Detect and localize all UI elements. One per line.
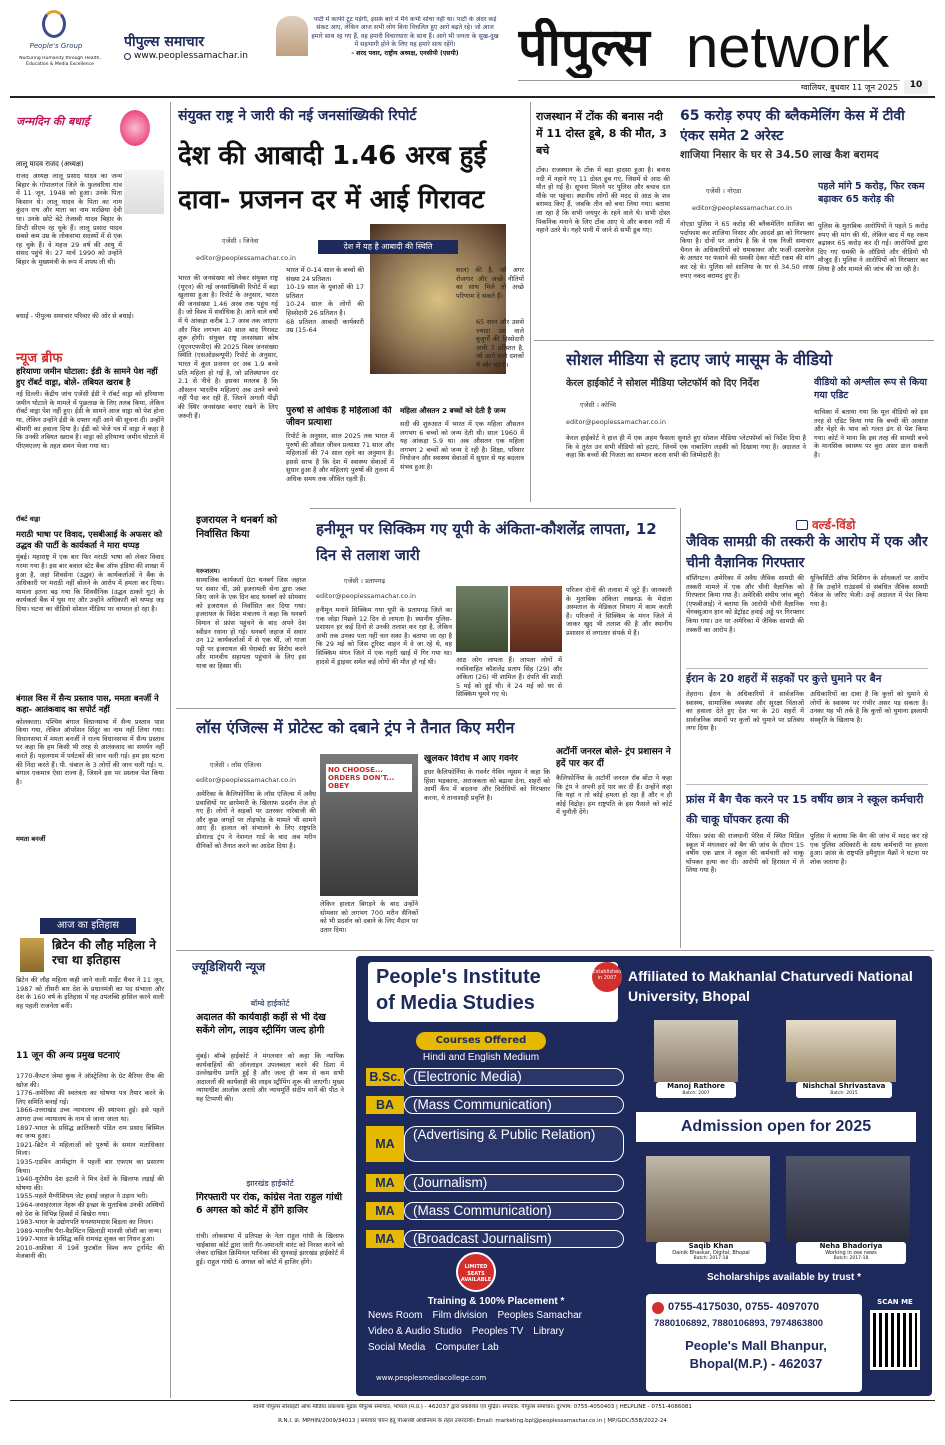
quote-text: पार्टी में काफी टूट पड़ेगी, इसके बारे में मैंने कभी सोचा नहीं था। पार्टी के अंदर कई संकट आए, लेकिन आज सभी लोग बिना विचलित हुए आगे बढ़ते रहे। जो आज हमारे साथ रह गए हैं, वह हमारी विचारधारा के साथ हैं। आगे भी जनता के सुख-दुख में सहभागी होने के लिए यह हमारे साथ रहेंगे। [311,16,499,49]
history-body: ब्रिटेन की लौह महिला कही जाने वाली मार्ग्रेट थैचर ने 11 जून, 1987 को तीसरी बार देश के प्रधानमंत्री का पद संभाला और देश के 160 वर्ष के इतिहास में यह उपलब्धि हासिल करने वाली वह पहली राजनेता बनीं। [16,976,164,1010]
lead-body: भारत की जनसंख्या को लेकर संयुक्त राष्ट्र (यूएन) की नई जनसांख्यिकी रिपोर्ट में बड़ा खुलासा हुआ है। रिपोर्ट के अनुसार, भारत की जनसंख्या 1.46 अरब तक पहुंच गई है। जो विश्व में सर्वाधिक है। आने वाले वर्षों में ये आंकड़ा करीब 1.7 अरब तक जाएगा और फिर लगभग 40 साल बाद गिरावट शुरू होगी। संयुक्त राष्ट्र जनसंख्या कोष (यूएनएफपीए) की 2025 विश्व जनसंख्या स्थिति (एसओडब्ल्यूपी) रिपोर्ट के अनुसार, भारत में कुल प्रजनन दर अब 1.9 बच्चे प्रति महिला हो गई है, जो प्रतिस्थापन दर 2.1 से नीचे है। इसका मतलब है कि औसतन भारतीय महिलाएं अब उतने बच्चे नहीं पैदा कर रही हैं, जितने अगली पीढ़ी की स्थिर जनसंख्या बनाए रखने के लिए जरूरी हैं। [178,274,278,420]
social-byline: एजेंसी । कोच्चि [580,401,617,409]
alumni-name: Neha Bhadoriya [819,1242,883,1250]
judiciary-h2: गिरफ्तारी पर रोक, कांग्रेस नेता राहुल गांधी 6 अगस्त को कोर्ट में होंगे हाजिर [196,1192,343,1216]
blackmail-body: नोएडा पुलिस ने 65 करोड़ की ब्लैकमेलिंग साजिश का पर्दाफाश कर शाजिया निसार और आदर्श झा को गिरफ्तार किया है। दोनों पर आरोप है कि वे एक निजी समाचार चैनल के अधिकारियों को धमकाकर और फर्जी दस्तावेज के आधार पर फंसाने की धमकी देकर मोटी रकम की मांग कर रहे थे। पुलिस को शाजिया के घर से 34.50 लाख रुपए नकद बरामद हुए हैं। [680,220,814,280]
couple-photo-1 [456,586,508,652]
ad-peoples-institute[interactable] [356,956,932,1396]
blackmail-side-body: पुलिस के मुताबिक आरोपियों ने पहले 5 करोड़ रुपए की मांग की थी, लेकिन बाद में यह रकम बढ़ाकर 65 करोड़ कर दी गई। आरोपियों द्वारा दिए गए धमकी के ऑडियो और वीडियो भी मौजूद हैं। पुलिस ने आरोपियों को गिरफ्तार कर लिया है और मामले की जांच की जा रही है। [818,222,928,273]
brief-2-headline: मराठी भाषा पर विवाद, एसबीआई के अफसर को उद्धव की पार्टी के कार्यकर्ता ने मारा थप्पड़ [16,529,163,550]
alumni-batch: Batch: 2015 [830,1091,858,1096]
social-side: वीडियो को अश्लील रूप से किया गया एडिट [814,377,927,401]
footer-line-2: R.N.I. क्र. MPHIN/2009/34013 | समाचार चयन हेतु पीआरबी अधिनियम के तहत उत्तरदायी। Email: marketing.bpl@peoplessamachar.co.in | MP/GDC/558/2022-24 [278,1418,667,1424]
facility-item: Video & Audio Studio [368,1326,462,1337]
course-tag: MA [366,1174,404,1192]
lead-facts [286,266,364,402]
israel-headline: इजरायल ने थनबर्ग को निर्वासित किया [196,515,278,540]
world-b2b: अधिकारियों का दावा है कि कुत्तों को घुमाने से लोगों के स्वास्थ्य पर गंभीर असर पड़ सकता है। उनका यह भी तर्क है कि कुत्तों को घुमाना इस्लामी संस्कृति के खिलाफ है। [810,690,928,724]
alumni-card [656,1242,766,1264]
page-number: 10 [904,80,928,94]
history-event: 1964-जवाहरलाल नेहरू की इच्छा के मुताबिक उनकी अस्थियों को देश के विभिन्न हिस्सों में बिखेरा गया। [16,1200,164,1218]
history-event: 2010-अफ्रीका में 19वें फुटबॉल विश्व कप टूर्नामेंट की मेजबानी की। [16,1243,164,1261]
brief-3-headline: बंगाल विस में सैन्य प्रस्ताव पास, ममता बनर्जी ने कहा- आतंकवाद का सपोर्ट नहीं [16,693,159,714]
rajasthan-headline: राजस्थान में टोंक की बनास नदी में 11 दोस्त डूबे, 8 की मौत, 3 बचे [536,110,667,157]
blackmail-email: editor@peoplessamachar.co.in [692,204,792,212]
brief-2-body: मुंबई। महाराष्ट्र में एक बार फिर मराठी भाषा को लेकर विवाद गरमा गया है। इस बार बवाल स्टेट बैंक ऑफ इंडिया की शाखा में हुआ है, जहां शिवसेना (उद्धव) के कार्यकर्ताओं ने बैंक के अधिकारी पर मराठी नहीं बोलने के आरोप में हमला कर दिया। मामला इतना बढ़ गया कि शिवसैनिक (उद्धव ठाकरे गुट) के कार्यकर्ता बैंक में घुस गए और उन्होंने अधिकारी को थप्पड़ जड़ दिया। घटना का वीडियो सोशल मीडिया पर वायरल हो रहा है। [16,553,164,613]
facility-item: Social Media [368,1342,426,1353]
lead-fact-cont: साल) की है, जो अगर रोजगार और अच्छे नीतियों का साथ मिले तो अच्छे परिणाम दे सकते हैं। [456,266,524,300]
honeymoon-email: editor@peoplessamachar.co.in [316,592,416,600]
honeymoon-col2: आठ लोग लापता हैं। लापता लोगों में नवविवाहित कौशलेंद्र प्रताप सिंह (29) और अंकिता (26) भी शामिल हैं। दंपति की शादी 5 मई को हुई थी। वे 24 मई को घर से सिक्किम घूमने गए थे। [456,656,562,699]
world-b3b: पुलिस ने बताया कि बैग की जांच में मदद कर रहे एक पुलिस अधिकारी के साथ कर्मचारी पर हमला हुआ। फ्रांस के राष्ट्रपति इमैनुएल मैक्रों ने घटना पर शोक जताया है। [810,832,928,866]
history-event: 1866-उत्तराखंड उच्च न्यायालय की स्थापना हुई। इसे पहले आगरा उच्च न्यायालय के नाम से जाना जाता था। [16,1106,164,1123]
ad-admission: Admission open for 2025 [636,1112,916,1142]
world-h2: ईरान के 20 शहरों में सड़कों पर कुत्ते घुमाने पर बैन [686,673,882,685]
news-brief [16,366,164,910]
gift-icon [120,110,150,146]
facility-item: Computer Lab [435,1342,499,1353]
history-event: 1935-एडविन आर्मस्ट्रांग ने पहली बार एफएम का प्रसारण किया। [16,1157,164,1175]
ad-courses-sub: Hindi and English Medium [422,1052,540,1063]
la-byline: एजेंसी । लॉस एंजिल्स [210,761,262,769]
facility-item: Peoples TV [471,1326,524,1337]
course-tag: MA [366,1230,404,1248]
course-row [366,1202,624,1220]
course-name: (Journalism) [404,1174,624,1192]
judiciary-h1: अदालत की कार्यवाही कहीं से भी देख सकेंगे लोग, लाइव स्ट्रीमिंग जल्द होगी [196,1012,326,1036]
hourglass-icon [20,938,44,972]
title-eng: network [686,20,890,76]
fact-item: भारत में 0-14 साल के बच्चों की संख्या 24 प्रतिशत। [286,266,364,283]
rajasthan-body: टोंक। राजस्थान के टोंक में बड़ा हादसा हुआ है। बनास नदी में नहाने गए 11 दोस्त डूब गए, जिसमें से आठ की मौत हो गई है। सूचना मिलने पर पुलिस और बचाव दल मौके पर पहुंचा। स्थानीय लोगों की मदद से आठ के शव बरामद किए हैं, जबकि तीन को बचा लिया गया। बताया जा रहा है कि सभी जयपुर के रहने वाले थे। सभी दोस्त पिकनिक मनाने के लिए टोंक आए थे और बनास नदी में नहाने उतरे थे। गहरे पानी में जाने से सभी डूब गए। [536,166,670,235]
alumni-card [796,1082,892,1098]
la-body: अमेरिका के कैलिफोर्निया के लॉस एंजिल्स में अवैध प्रवासियों पर छापेमारी के खिलाफ प्रदर्शन तेज हो गए हैं। लोगों ने सड़कों पर उतरकर नारेबाजी की और कुछ जगहों पर तोड़फोड़ के मामले भी सामने आए हैं। हालात को संभालने के लिए राष्ट्रपति डोनाल्ड ट्रंप ने नेशनल गार्ड के बाद अब मरीन सैनिकों को तैनात करने का आदेश दिया है। [196,790,316,850]
fact-item: 68 प्रतिशत आबादी कार्यकारी उम्र (15-64 [286,317,364,335]
birthday-wish: बधाई - पीपुल्स समाचार परिवार की ओर से बधाई। [16,312,134,320]
judiciary-b1: मुंबई। बॉम्बे हाईकोर्ट ने मंगलवार को कहा कि न्यायिक कार्यवाहियों की ऑनलाइन उपलब्धता करने की दिशा में उल्लेखनीय प्रगति हुई है और जल्द ही कम से कम सभी अदालतों की कार्यवाही की लाइव स्ट्रीमिंग शुरू की जाएगी। मुख्य न्यायाधीश आलोक अराधे और न्यायमूर्ति संदीप मार्ने की पीठ ने यह टिप्पणी की। [196,1052,344,1103]
la-col2: लेकिन हालात बिगड़ने के बाद उन्होंने सोमवार को लगभग 700 मरीन सैनिकों को भी प्रदर्शन को दबाने के लिए मैदान पर उतार दिया। [320,900,418,934]
ad-training: Training & 100% Placement * [427,1296,565,1307]
alumni-role: Dainik Bhaskar, Digital, Bhopal [672,1250,750,1256]
history-event: 1983-भारत के उद्योगपति घनश्यामदास बिड़ला का निधन। [16,1218,154,1227]
facility-item: News Room [368,1310,423,1321]
course-row [366,1174,624,1192]
social-headline: सोशल मीडिया से हटाए जाएं मासूम के वीडियो [566,350,833,369]
title-hindi: पीपुल्स [518,19,650,77]
brief-1-headline: हरियाणा जमीन घोटाला: ईडी के सामने पेश नहीं हुए रॉबर्ट वाड्रा, बोले- तबियत खराब है [16,366,158,387]
course-name: (Mass Communication) [404,1096,624,1114]
social-rule [534,340,934,341]
history-label: आज का इतिहास [40,918,136,934]
honeymoon-headline: हनीमून पर सिक्किम गए यूपी के अंकिता-कौशलेंद्र लापता, 12 दिन से तलाश जारी [316,520,657,564]
facility-item: Film division [432,1310,488,1321]
israel-byline: यरूशलम। [196,567,220,575]
peoples-group-logo-icon [42,10,66,38]
sub1-headline: पुरुषों से अधिक है महिलाओं की जीवन प्रत्याशा [286,406,392,428]
course-tag: MA [366,1126,404,1162]
birthday-section [16,104,164,334]
paper-url[interactable]: www.peoplessamachar.in [134,51,248,61]
ad-established: Established in 2007 [592,962,622,992]
facility-item: Peoples Samachar [497,1310,582,1321]
blackmail-side: पहले मांगे 5 करोड़, फिर रकम बढ़ाकर 65 करोड़ की [818,181,925,205]
lead-headline: देश की आबादी 1.46 अरब हुई दावा- प्रजनन दर में आई गिरावट [178,141,487,215]
masthead-rule [518,80,900,81]
honeymoon-body: हनीमून मनाने सिक्किम गया यूपी के प्रतापगढ़ जिले का एक जोड़ा पिछले 12 दिन से लापता है। स्थानीय पुलिस-प्रशासन हर कई दिनों से उनकी तलाश कर रहा है, लेकिन अभी तक उनका पता नहीं चल सका है। बताया जा रहा है कि 29 मई को जिस टूरिस्ट वाहन में वे जा रहे थे, वह सिक्किम मंगन जिले में एक गहरी खाई में गिर गया था। हादसे में ड्राइवर समेत कई लोगों की मौत हो गई थी। [316,606,452,666]
lead-kicker: संयुक्त राष्ट्र ने जारी की नई जनसांख्यिकी रिपोर्ट [178,108,417,124]
blackmail-sub: शाजिया निसार के घर से 34.50 लाख कैश बरामद [680,149,879,161]
lead-fact-item: 65 साल और उससे ज्यादा उम्र वाले बुजुर्गों की हिस्सेदारी अभी 7 प्रतिशत है, जो आने वाले दशकों में और बढ़ेगी। [476,318,524,369]
honeymoon-col3: परिजन दोनों की तलाश में जुटे हैं। जानकारी के मुताबिक अंकिता लखनऊ के मेदांता अस्पताल के मेडिकल विभाग में काम करती हैं। परिजनों ने सिक्किम के मंगन जिले में जाकर खुद भी तलाश की है और स्थानीय प्रशासन से लगातार संपर्क में हैं। [566,586,672,637]
history-event: 1955-पहले मैग्नीशियम जेट हवाई जहाज ने उड़ान भरी। [16,1192,148,1201]
course-name: (Advertising & Public Relation) [404,1126,624,1162]
course-tag: MA [366,1202,404,1220]
sub1-body: रिपोर्ट के अनुसार, साल 2025 तक भारत में पुरुषों की औसत जीवन प्रत्याशा 71 साल और महिलाओं की 74 साल रहने का अनुमान है। इससे साफ है कि देश में स्वास्थ्य सेवाओं में सुधार हुआ है और महिलाएं पुरुषों की तुलना में अधिक समय तक जीवित रहती हैं। [286,432,394,483]
course-tag: B.Sc. [366,1068,404,1086]
ad-address-2: Bhopal(M.P.) - 462037 [689,1356,823,1371]
couple-photo-2 [510,586,562,652]
course-name: (Broadcast Journalism) [404,1230,624,1248]
ad-website[interactable]: www.peoplesmediacollege.com [376,1374,487,1382]
birthday-name: लालू यादव राजद (अध्यक्ष) [16,160,84,168]
brief-3-caption: ममता बनर्जी [16,834,46,843]
fact-item: 10-24 साल के लोगों की हिस्सेदारी 26 प्रतिशत है। [286,300,364,317]
lead-box-title: देश में यह है आबादी की स्थिति [318,240,458,254]
judiciary-label: ज्यूडिशियरी न्यूज [192,960,266,974]
alumni-batch: Batch: 2017-18 [693,1256,729,1261]
birthday-body: राजद अध्यक्ष लालू प्रसाद यादव का जन्म बिहार के गोपालगंज जिले के फुलवरिया गांव में 11 जून, 1948 को हुआ। उनके पिता किसान थे। लालू यादव के पिता का नाम कुंदन राय और माता का नाम मरछिया देवी था। उनके छोटे बेटे तेजस्वी यादव बिहार के डिप्टी सीएम रह चुके हैं। लालू प्रसाद यादव सबसे कम उम्र के लोकसभा सदस्यों में से एक रह चुके हैं। वे महज 29 वर्ष की आयु में संसद पहुंचे थे। 27 मार्च 1990 को उन्होंने बिहार के मुख्यमंत्री के रूप में शपथ ली थी। [16,172,122,266]
birthday-label: जन्मदिन की बधाई [16,115,90,128]
alumni-photo [786,1156,910,1242]
history-event: 1897-भारत के प्रसिद्ध क्रांतिकारी पंडित राम प्रसाद बिस्मिल का जन्म हुआ। [16,1123,164,1141]
alumni-batch: Batch: 2017-18 [833,1256,869,1261]
history-event: 1770-कैप्टन जेम्स कुक ने ऑस्ट्रेलिया के ग्रेट बैरियर रीफ की खोज की। [16,1072,164,1089]
paper-tag: पीपुल्स समाचार [124,34,205,50]
world-b2: तेहरान। ईरान के अधिकारियों ने सार्वजनिक स्वास्थ्य, सामाजिक व्यवस्था और सुरक्षा चिंताओं का हवाला देते हुए देश भर के 20 शहरों में सार्वजनिक स्थानों पर कुत्तों को घुमाने पर प्रतिबंध लगा दिया है। [686,690,804,733]
ad-limited-seats: LIMITED SEATS AVAILABLE [456,1252,496,1292]
world-label: वर्ल्ड-विंडो [812,518,856,532]
protest-photo [320,754,418,896]
quote-author: - शरद पवार, राष्ट्रीय अध्यक्ष, एनसीपी (एसपी) [351,49,459,57]
alumni-name: Saqib Khan [688,1242,734,1250]
course-name: (Electronic Media) [404,1068,624,1086]
world-h3: फ्रांस में बैग चैक करने पर 15 वर्षीय छात्र ने स्कूल कर्मचारी की चाकू घोंपकर हत्या की [686,793,924,826]
alumni-role: Working in zee news [825,1250,877,1256]
brief-1-body: नई दिल्ली। केंद्रीय जांच एजेंसी ईडी ने रॉबर्ट वाड्रा को हरियाणा जमीन घोटाले के मामले में पूछताछ के लिए तलब किया, लेकिन रॉबर्ट वाड्रा पेश नहीं हुए। ईडी के सामने आज वाड्रा को पेश होना था, लेकिन उन्होंने ईडी के दफ्तर नहीं आने की सूचना दी। उन्होंने बीमारी का हवाला दिया है। ईडी को भेजे पत्र में वाड्रा ने कहा है कि उनकी तबियत खराब है। वाड्रा को हरियाणा जमीन घोटाले में पीएमएलए के तहत समन भेजा गया था। [16,390,164,450]
qr-code-icon[interactable] [870,1310,920,1370]
course-row [366,1126,624,1162]
la-attorney-headline: अटॉर्नी जनरल बोले- ट्रंप प्रशासन ने हदें पार कर दीं [556,747,671,769]
alumni-name: Manoj Rathore [667,1082,725,1090]
history-events [16,1072,164,1392]
ad-courses-title: Courses Offered [416,1032,546,1050]
quote-box [310,16,500,94]
ad-scan-label: SCAN ME [877,1298,913,1306]
org-name: People's Group [29,42,83,50]
lalu-yadav-photo [124,170,164,214]
world-headline: जैविक सामग्री की तस्करी के आरोप में एक और चीनी वैज्ञानिक गिरफ्तार [686,534,928,571]
la-gov-headline: खुलकर विरोध में आए गवर्नर [424,754,518,764]
history-event: 1989-भारतीय पैरा-बैडमिंटन खिलाड़ी मानसी जोशी का जन्म। [16,1226,162,1235]
history-event: 1921-ब्रिटेन में महिलाओं को पुरुषों के समान मताधिकार मिला। [16,1140,164,1158]
judiciary-b2: रांची। लोकसभा में प्रतिपक्ष के नेता राहुल गांधी के खिलाफ चाईबासा कोर्ट द्वारा जारी गैर-जमानती वारंट को निरस्त करने को लेकर दाखिल क्रिमिनल याचिका की सुनवाई झारखंड हाईकोर्ट में हुई। राहुल गांधी 6 अगस्त को कोर्ट में हाजिर होंगे। [196,1232,344,1266]
la-rule [176,708,676,709]
ad-facilities [368,1308,638,1372]
fact-item: 10-19 साल के युवाओं की 17 प्रतिशत [286,283,364,300]
alumni-batch: Batch: 2007 [682,1091,710,1096]
dateline: ग्वालियर, बुधवार 11 जून 2025 [800,83,898,92]
alumni-photo [646,1156,770,1242]
sharad-pawar-photo [276,16,308,56]
facility-item: Library [533,1326,564,1337]
course-row [366,1230,624,1248]
israel-body: सामाजिक कार्यकर्ता ग्रेटा थनबर्ग जिस जहाज पर सवार थीं, उसे इजरायली सेना द्वारा जब्त किए जाने के एक दिन बाद थनबर्ग को सोमवार को इजरायल से निर्वासित कर दिया गया। इजरायल के विदेश मंत्रालय ने कहा कि थनबर्ग विमान से फ्रांस पहुंचने के बाद अपने देश स्वीडन रवाना हो गई। थनबर्ग जहाज में सवार उन 12 कार्यकर्ताओं में से एक थीं, जो गाजा पट्टी पर इजरायल की घेराबंदी का विरोध करने और मानवीय सहायता पहुंचाने के लिए इस यात्रा का हिस्सा थीं। [196,576,306,670]
world-body2: यूनिवर्सिटी ऑफ मिशिगन के शोधकर्ता पर आरोप है कि उन्होंने राउंडवर्म से संबंधित जैविक सामग्री पैकेज के जरिए भेजी। उन्हें अदालत में पेश किया गया है। [810,574,928,608]
history-events-title: 11 जून की अन्य प्रमुख घटनाएं [16,1051,120,1061]
course-name: (Mass Communication) [404,1202,624,1220]
judiciary-sub2: झारखंड हाईकोर्ट [246,1179,294,1188]
social-sub: केरल हाईकोर्ट ने सोशल मीडिया प्लेटफॉर्म को दिए निर्देश [566,378,760,389]
masthead [0,0,945,96]
alumni-card [656,1082,736,1098]
history-event: 1940-यूरोपीय देश इटली ने मित्र देशों के खिलाफ लड़ाई की घोषणा की। [16,1175,164,1192]
ad-scholarship: Scholarships available by trust * [707,1272,861,1283]
protest-sign: NO CHOOSE... ORDERS DON'T... OBEY [326,764,412,792]
course-tag: BA [366,1096,404,1114]
sub2-headline: महिला औसतन 2 बच्चों को देती है जन्म [400,406,506,415]
lead-byline: एजेंसी । जिनेवा [222,237,259,245]
phone-icon [652,1302,664,1314]
social-body: केरल हाईकोर्ट ने हाल ही में एक अहम फैसला सुनाते हुए सोशल मीडिया प्लेटफॉर्म्स को निर्देश दिया है कि वे तुरंत उन सभी वीडियो को हटाएं, जिनमें एक नाबालिग लड़की को दिखाया गया है। अदालत ने कहा कि बच्चों की निजता का सम्मान करना सभी की जिम्मेदारी है। [566,434,806,460]
org-tagline: Nurturing Humanity through Health, Education & Media Excellence [19,56,101,67]
world-divider-1 [686,668,928,669]
course-row [366,1068,624,1086]
world-body: वॉशिंगटन। अमेरिका में अवैध जैविक सामग्री की तस्करी मामले में एक और चीनी वैज्ञानिक को गिरफ्तार किया गया है। अमेरिकी संघीय जांच ब्यूरो (एफबीआई) ने बताया कि आरोपी चीनी वैज्ञानिक चेंगक्सुआन हान को डेट्रॉइट हवाई अड्डे पर गिरफ्तार किया गया। उन पर अमेरिका में जैविक सामग्री की तस्करी का आरोप है। [686,574,804,634]
ad-address-1: People's Mall Bhanpur, [685,1338,827,1353]
social-email: editor@peoplessamachar.co.in [566,418,666,426]
judiciary-rule [176,950,934,951]
globe-icon [124,53,131,60]
ad-title-1: People's Institute [376,966,541,988]
world-window-icon [796,520,808,530]
history-headline: ब्रिटेन की लौह महिला ने रचा था इतिहास [52,938,156,967]
history-event: 1997-भारत के प्रसिद्ध कवि रामचंद्र शुक्ल का निधन हुआ। [16,1235,155,1244]
ad-phone-2[interactable]: 7880106892, 7880106893, 7974863800 [654,1318,824,1329]
ad-affiliation: Affiliated to Makhanlal Chaturvedi National University, Bhopal [628,968,913,1004]
news-brief-label: न्यूज ब्रीफ [16,351,63,366]
alumni-photo [654,1020,738,1082]
sub2-body: सदी की शुरुआत में भारत में एक महिला औसतन लगभग 6 बच्चों को जन्म देती थी। साल 1960 में यह आंकड़ा 5.9 था। अब औसतन एक महिला लगभग 2 बच्चों को जन्म दे रही है। शिक्षा, परिवार नियोजन और स्वास्थ्य सेवाओं में सुधार से यह बदलाव संभव हुआ है। [400,420,524,471]
ad-phone-1[interactable]: 0755-4175030, 0755- 4097070 [668,1301,820,1313]
blackmail-headline: 65 करोड़ रुपए की ब्लैकमेलिंग केस में टीवी एंकर समेत 2 अरेस्ट [680,108,905,144]
alumni-card [796,1242,906,1264]
la-gov-body: इधर कैलिफोर्निया के गवर्नर गेविन न्यूसम ने कहा कि हिंसा भड़काना, अराजकता को बढ़ावा देना, शहरों को आर्मी कैंप में बदलना और विरोधियों को गिरफ्तार करना, ये तानाशाही प्रवृत्ति है। [424,768,550,802]
world-divider-2 [686,784,928,785]
world-b3: पेरिस। फ्रांस की राजधानी पेरिस में स्थित मिडिल स्कूल में मंगलवार को बैग की जांच के दौरान 15 वर्षीय एक छात्र ने स्कूल की कर्मचारी को चाकू घोंपकर हत्या कर दी। आरोपी को हिरासत में ले लिया गया है। [686,832,804,875]
alumni-name: Nishchal Shrivastava [802,1082,886,1090]
rajasthan-rule [530,102,531,502]
lead-email: editor@peoplessamachar.co.in [196,254,296,262]
world-rule [680,508,681,948]
judiciary-sub1: बॉम्बे हाईकोर्ट [250,999,290,1008]
course-row [366,1096,624,1114]
masthead-bottom-rule [10,96,935,98]
honeymoon-byline: एजेंसी । प्रतापगढ़ [344,577,386,585]
brief-1-caption: रॉबर्ट वाड्रा [16,515,41,524]
social-side-body: याचिका में बताया गया कि मूल वीडियो को इस तरह से एडिट किया गया कि बच्ची की आवाज और चेहरे के भाव को गलत ढंग से पेश किया गया। कोर्ट ने माना कि इस तरह की सामग्री बच्चे के मानसिक स्वास्थ्य पर बुरा असर डाल सकती है। [814,408,928,459]
brief-3-body: कोलकाता। पश्चिम बंगाल विधानसभा में सैन्य प्रस्ताव पास किया गया, लेकिन ऑपरेशन सिंदूर का नाम नहीं लिया गया। विधानसभा में ममता बनर्जी ने राज्य विधानसभा में सैन्य प्रस्ताव पर कहा कि हम किसी भी तरह से आतंकवाद का समर्थन नहीं करते हैं। पहलगाम में पर्यटकों की जान चली गई। हम इस घटना की निंदा करते हैं। पी. चंबाल के 3 लोगों की जान चली गई। प. बंगाल एकमात्र ऐसा राज्य है, जिसने इस पर प्रस्ताव पेश किया है। [16,717,164,786]
footer-rule [10,1400,935,1401]
la-attorney-body: कैलिफोर्निया के अटॉर्नी जनरल रॉब बोंटा ने कहा कि ट्रंप ने अपनी हदें पार कर दी हैं। उन्होंने कहा कि यहां न तो कोई हमला हो रहा है और न ही कोई विद्रोह। हम राष्ट्रपति के इस फैसले को कोर्ट में चुनौती देंगे। [556,774,672,817]
footer-line-1: स्वामी पीपुल्स सोसाइटी ऑफ मीडिया प्रकाशक मुद्रक पीपुल्स समाचार, भोपाल (म.प्र.) - 462037 द्वारा प्रकाशित एवं मुद्रित। संपादक: पीपुल्स समाचार। दूरभाष: 0755-4050403 | HELPLINE - 0751-4086081 [253,1404,692,1410]
la-email: editor@peoplessamachar.co.in [196,776,296,784]
alumni-photo [786,1020,896,1082]
la-headline: लॉस एंजिल्स में प्रोटेस्ट को दबाने ट्रंप ने तैनात किए मरीन [196,719,515,737]
left-column-rule [170,102,171,1398]
blackmail-byline: एजेंसी । नोएडा [706,187,742,195]
ad-title-2: of Media Studies [376,992,535,1014]
honeymoon-rule [310,508,676,509]
history-event: 1776-अमेरिका की स्वतंत्रता का घोषणा पत्र तैयार करने के लिए समिति बनाई गई। [16,1089,164,1106]
